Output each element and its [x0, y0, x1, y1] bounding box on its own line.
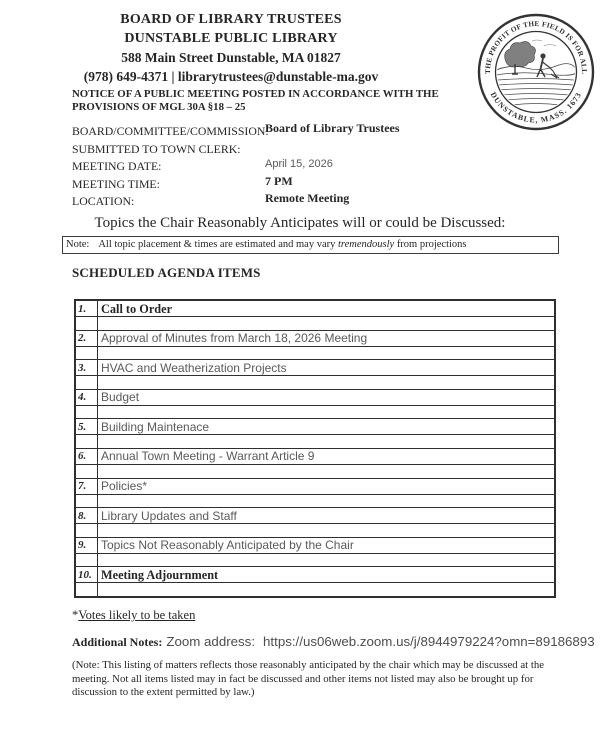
agenda-item-text: Topics Not Reasonably Anticipated by the Chair — [98, 537, 556, 553]
field-label: MEETING DATE: — [72, 159, 162, 174]
agenda-spacer-row — [75, 317, 555, 331]
agenda-item-row-9 — [75, 537, 555, 553]
agenda-spacer-row — [75, 435, 555, 449]
note-text-pre: All topic placement & times are estimated and may vary — [98, 239, 338, 250]
agenda-item-text: Call to Order — [98, 300, 556, 317]
agenda-item-row-1 — [75, 300, 555, 317]
agenda-item-row-6 — [75, 448, 555, 464]
agenda-item-text: Annual Town Meeting - Warrant Article 9 — [98, 448, 556, 464]
agenda-spacer-row — [75, 376, 555, 390]
town-seal-image — [476, 12, 596, 132]
disclaimer-note-box — [62, 236, 559, 254]
agenda-item-row-8 — [75, 508, 555, 524]
agenda-item-number: 1. — [75, 300, 98, 317]
agenda-spacer-row — [75, 583, 555, 597]
org-name: BOARD OF LIBRARY TRUSTEES — [120, 12, 342, 27]
agenda-item-text: Meeting Adjournment — [98, 567, 556, 583]
library-address: 588 Main Street Dunstable, MA 01827 — [121, 50, 341, 65]
agenda-table — [74, 299, 556, 598]
additional-notes-line — [72, 633, 595, 651]
meeting-time-value: 7 PM — [265, 173, 293, 188]
field-label: LOCATION: — [72, 194, 135, 209]
public-meeting-notice: NOTICE OF A PUBLIC MEETING POSTED IN ACCORDANCE WITH THE PROVISIONS OF MGL 30A §18 – 25 — [72, 88, 439, 113]
legal-disclaimer: (Note: This listing of matters reflects those reasonably anticipated by the chair which may be discussed at the meeting. Not all items listed may in fact be discussed and other items not listed may also be brought up for discussion to the extent permitted by law.) — [72, 659, 545, 699]
field-label: SUBMITTED TO TOWN CLERK: — [72, 141, 241, 156]
agenda-item-row-10 — [75, 567, 555, 583]
farmer-plowing-scene — [496, 40, 576, 105]
votes-footnote-text: Votes likely to be taken — [78, 608, 196, 622]
agenda-item-text: Budget — [98, 389, 556, 405]
agenda-item-number: 4. — [75, 389, 98, 405]
agenda-item-number: 8. — [75, 508, 98, 524]
agenda-spacer-row — [75, 346, 555, 360]
letterhead — [72, 10, 390, 86]
agenda-spacer-row — [75, 405, 555, 419]
note-label: Note: — [66, 239, 90, 250]
agenda-item-number: 7. — [75, 478, 98, 494]
topics-heading: Topics the Chair Reasonably Anticipates will or could be Discussed: — [94, 215, 506, 231]
note-text-post: from projections — [394, 239, 467, 250]
agenda-item-row-3 — [75, 360, 555, 376]
agenda-item-number: 9. — [75, 537, 98, 553]
agenda-item-row-7 — [75, 478, 555, 494]
meeting-info-form — [72, 123, 552, 211]
agenda-item-row-5 — [75, 419, 555, 435]
svg-text:DUNSTABLE, MASS. 1673: DUNSTABLE, MASS. 1673 — [488, 90, 584, 125]
zoom-address-label: Zoom address: — [166, 634, 256, 649]
agenda-item-number: 2. — [75, 330, 98, 346]
agenda-item-row-2 — [75, 330, 555, 346]
votes-asterisk: * — [72, 608, 79, 622]
agenda-item-text: HVAC and Weatherization Projects — [98, 360, 556, 376]
agenda-spacer-row — [75, 524, 555, 538]
field-label: BOARD/COMMITTEE/COMMISSION: — [72, 124, 269, 138]
agenda-section-heading: SCHEDULED AGENDA ITEMS — [72, 265, 261, 280]
town-seal — [476, 12, 596, 132]
agenda-spacer-row — [75, 494, 555, 508]
agenda-item-number: 5. — [75, 419, 98, 435]
agenda-spacer-row — [75, 553, 555, 567]
agenda-spacer-row — [75, 464, 555, 478]
svg-text:· THE PROFIT OF THE FIELD IS F: · THE PROFIT OF THE FIELD IS FOR ALL · — [483, 19, 589, 75]
votes-footnote — [72, 608, 195, 623]
agenda-item-text: Policies* — [98, 478, 556, 494]
agenda-item-text: Approval of Minutes from March 18, 2026 Meeting — [98, 330, 556, 346]
field-meeting-date — [72, 158, 552, 176]
agenda-item-row-4 — [75, 389, 555, 405]
board-name-value: Board of Library Trustees — [265, 121, 400, 135]
agenda-item-text: Building Maintenace — [98, 419, 556, 435]
location-value: Remote Meeting — [265, 191, 350, 206]
agenda-item-text: Library Updates and Staff — [98, 508, 556, 524]
library-name: DUNSTABLE PUBLIC LIBRARY — [124, 31, 338, 46]
additional-notes-label: Additional Notes: — [72, 635, 163, 649]
meeting-date-value: April 15, 2026 — [265, 158, 333, 171]
field-label: MEETING TIME: — [72, 176, 160, 191]
note-text-italic: tremendously — [338, 239, 395, 250]
agenda-item-number: 6. — [75, 448, 98, 464]
zoom-meeting-url: https://us06web.zoom.us/j/8944979224?omn=89186893 — [263, 634, 595, 649]
field-submitted-to-clerk — [72, 141, 552, 159]
agenda-item-number: 3. — [75, 360, 98, 376]
field-board-committee — [72, 123, 552, 141]
library-contact: (978) 649-4371 | librarytrustees@dunstable-ma.gov — [83, 69, 379, 84]
agenda-item-number: 10. — [75, 567, 98, 583]
field-location — [72, 193, 552, 211]
